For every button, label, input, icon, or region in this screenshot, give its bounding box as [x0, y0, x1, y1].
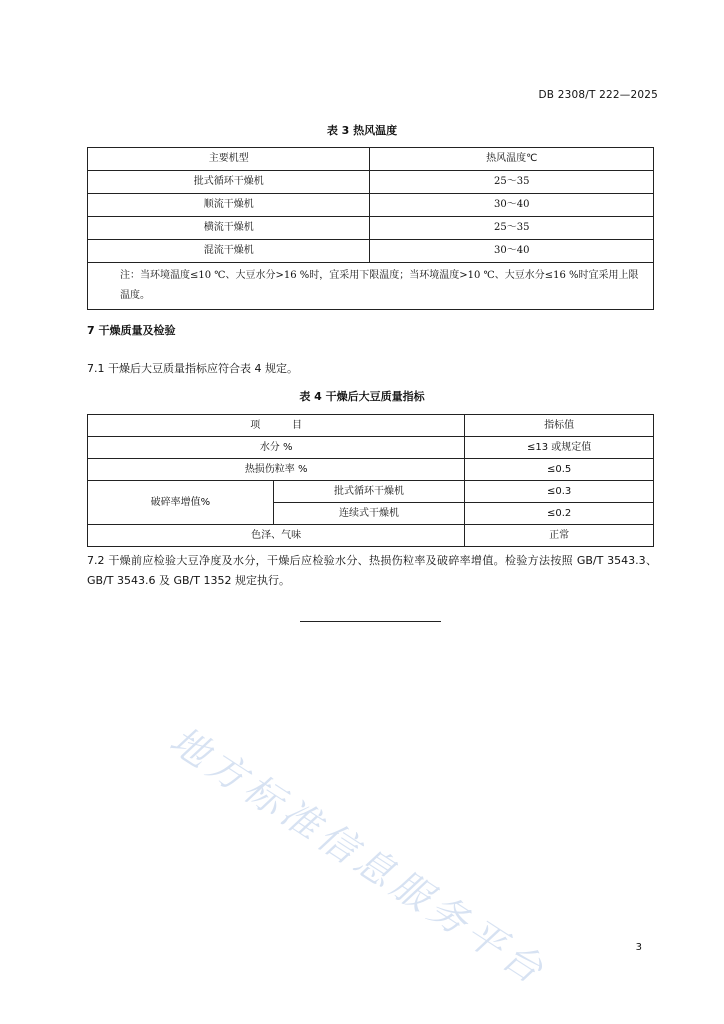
table-row [88, 437, 654, 459]
machine-type-cell: 顺流干燥机 [88, 194, 370, 217]
header-machine-type: 主要机型 [88, 148, 370, 171]
header-hot-air-temp: 热风温度℃ [370, 148, 654, 171]
moisture-value: ≤13 或规定值 [465, 437, 654, 459]
heat-damage-label: 热损伤粒率 % [88, 459, 465, 481]
table-row [88, 525, 654, 547]
table-row [88, 459, 654, 481]
machine-type-cell: 批式循环干燥机 [88, 171, 370, 194]
temperature-cell: 30～40 [370, 240, 654, 263]
heat-damage-value: ≤0.5 [465, 459, 654, 481]
clause-7-2: 7.2 干燥前应检验大豆净度及水分，干燥后应检验水分、热损伤粒率及破碎率增值。检验方法按照 GB/T 3543.3、GB/T 3543.6 及 GB/T 1352 规定执行。 [87, 554, 657, 587]
page-number: 3 [635, 942, 642, 953]
hot-air-temperature-table [87, 147, 654, 310]
table3-note: 注：当环境温度≤10 ℃、大豆水分>16 %时，宜采用下限温度；当环境温度>10 ℃、大豆水分≤16 %时宜采用上限温度。 [88, 263, 654, 310]
temperature-cell: 25～35 [370, 171, 654, 194]
header-item: 项 目 [88, 415, 465, 437]
table-row [88, 240, 654, 263]
color-odor-value: 正常 [465, 525, 654, 547]
watermark: 地方标准信息服务平台 [162, 717, 556, 995]
breakage-continuous-value: ≤0.2 [465, 503, 654, 525]
quality-index-table [87, 414, 654, 547]
table-header-row [88, 415, 654, 437]
breakage-batch-label: 批式循环干燥机 [273, 481, 465, 503]
temperature-cell: 25～35 [370, 217, 654, 240]
breakage-continuous-label: 连续式干燥机 [273, 503, 465, 525]
breakage-label: 破碎率增值% [88, 481, 274, 525]
table-row [88, 481, 654, 503]
table-row [88, 217, 654, 240]
table-row [88, 171, 654, 194]
temperature-cell: 30～40 [370, 194, 654, 217]
machine-type-cell: 混流干燥机 [88, 240, 370, 263]
table-row [88, 194, 654, 217]
machine-type-cell: 横流干燥机 [88, 217, 370, 240]
moisture-label: 水分 % [88, 437, 465, 459]
clause-7-1: 7.1 干燥后大豆质量指标应符合表 4 规定。 [87, 362, 298, 375]
color-odor-label: 色泽、气味 [88, 525, 465, 547]
header-index-value: 指标值 [465, 415, 654, 437]
table4-caption: 表 4 干燥后大豆质量指标 [299, 390, 425, 403]
table-note-row [88, 263, 654, 310]
table3-caption: 表 3 热风温度 [326, 124, 398, 137]
breakage-batch-value: ≤0.3 [465, 481, 654, 503]
table-header-row [88, 148, 654, 171]
end-rule [300, 621, 441, 622]
section7-heading: 7 干燥质量及检验 [87, 324, 176, 337]
doc-number-header: DB 2308/T 222—2025 [538, 89, 658, 101]
